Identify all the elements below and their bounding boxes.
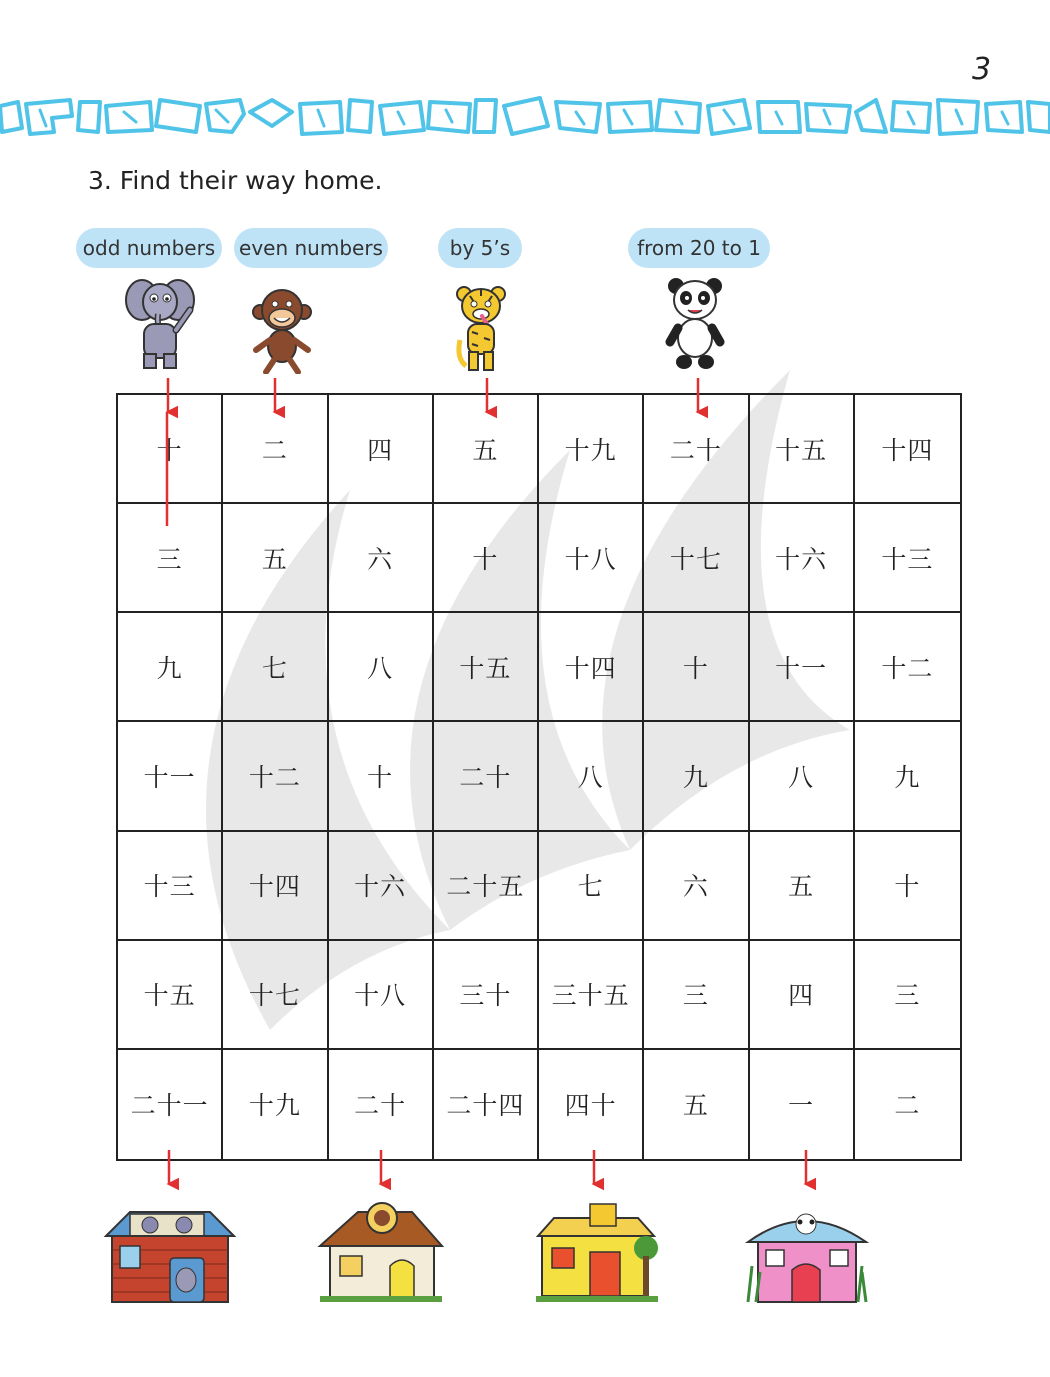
page-number: 3 bbox=[972, 52, 992, 87]
grid-cell: 十六 bbox=[750, 504, 855, 613]
grid-cell: 十九 bbox=[223, 1050, 328, 1159]
exercise-heading: 3. Find their way home. bbox=[88, 166, 383, 195]
label-from-20-to-1: from 20 to 1 bbox=[628, 228, 770, 268]
grid-cell: 三 bbox=[855, 941, 960, 1050]
grid-cell: 十二 bbox=[855, 613, 960, 722]
grid-cell: 八 bbox=[539, 722, 644, 831]
grid-cell: 十四 bbox=[855, 395, 960, 504]
grid-cell: 七 bbox=[539, 832, 644, 941]
grid-cell: 十三 bbox=[118, 832, 223, 941]
grid-cell: 十七 bbox=[223, 941, 328, 1050]
grid-cell: 十八 bbox=[539, 504, 644, 613]
grid-cell: 二十 bbox=[329, 1050, 434, 1159]
grid-cell: 十八 bbox=[329, 941, 434, 1050]
grid-cell: 二 bbox=[894, 1091, 921, 1121]
grid-cell: 四 bbox=[750, 941, 855, 1050]
grid-cell: 十三 bbox=[855, 504, 960, 613]
label-odd-numbers: odd numbers bbox=[76, 228, 222, 268]
panda-house-icon bbox=[742, 1206, 872, 1308]
grid-cell: 八 bbox=[329, 613, 434, 722]
grid-cell: 十六 bbox=[329, 832, 434, 941]
grid-cell: 四 bbox=[329, 395, 434, 504]
grid-cell: 十四 bbox=[539, 613, 644, 722]
grid-cell: 一 bbox=[750, 1050, 855, 1159]
grid-cell: 二十四 bbox=[434, 1050, 539, 1159]
grid-cell: 三 bbox=[118, 504, 223, 613]
grid-cell: 五 bbox=[434, 395, 539, 504]
grid-cell: 七 bbox=[223, 613, 328, 722]
grid-cell: 十九 bbox=[539, 395, 644, 504]
grid-cell: 三 bbox=[644, 941, 749, 1050]
grid-cell: 四十 bbox=[539, 1050, 644, 1159]
label-even-numbers: even numbers bbox=[234, 228, 388, 268]
grid-cell: 九 bbox=[644, 722, 749, 831]
grid-cell: 十 bbox=[118, 395, 223, 504]
grid-cell: 九 bbox=[118, 613, 223, 722]
grid-cell: 二十 bbox=[644, 395, 749, 504]
grid-cell: 十一 bbox=[118, 722, 223, 831]
grid-cell: 五 bbox=[750, 832, 855, 941]
number-maze-grid bbox=[116, 393, 962, 1161]
grid-cell: 十 bbox=[644, 613, 749, 722]
grid-cell: 十 bbox=[434, 504, 539, 613]
grid-cell: 十一 bbox=[750, 613, 855, 722]
grid-cell: 三十五 bbox=[539, 941, 644, 1050]
grid-cell: 十 bbox=[855, 832, 960, 941]
grid-cell: 八 bbox=[750, 722, 855, 831]
grid-cell: 二十一 bbox=[118, 1050, 223, 1159]
grid-cell: 十二 bbox=[223, 722, 328, 831]
grid-cell: 二十 bbox=[434, 722, 539, 831]
grid-cell: 六 bbox=[329, 504, 434, 613]
grid-cell: 十四 bbox=[223, 832, 328, 941]
grid-cell: 十五 bbox=[118, 941, 223, 1050]
grid-cell: 十五 bbox=[434, 613, 539, 722]
monkey-house-icon bbox=[316, 1200, 446, 1304]
grid-cell: 二 bbox=[223, 395, 328, 504]
grid-cell: 九 bbox=[855, 722, 960, 831]
tiger-house-icon bbox=[534, 1202, 660, 1306]
grid-cell: 五 bbox=[223, 504, 328, 613]
grid-cell: 三十 bbox=[434, 941, 539, 1050]
decorative-border bbox=[0, 92, 1050, 142]
grid-cell: 六 bbox=[644, 832, 749, 941]
grid-cell: 十 bbox=[329, 722, 434, 831]
grid-cell: 五 bbox=[644, 1050, 749, 1159]
elephant-house-icon bbox=[100, 1206, 240, 1306]
grid-cell: 十五 bbox=[750, 395, 855, 504]
grid-cell: 十七 bbox=[644, 504, 749, 613]
label-by-fives: by 5’s bbox=[438, 228, 522, 268]
grid-cell: 二十五 bbox=[434, 832, 539, 941]
